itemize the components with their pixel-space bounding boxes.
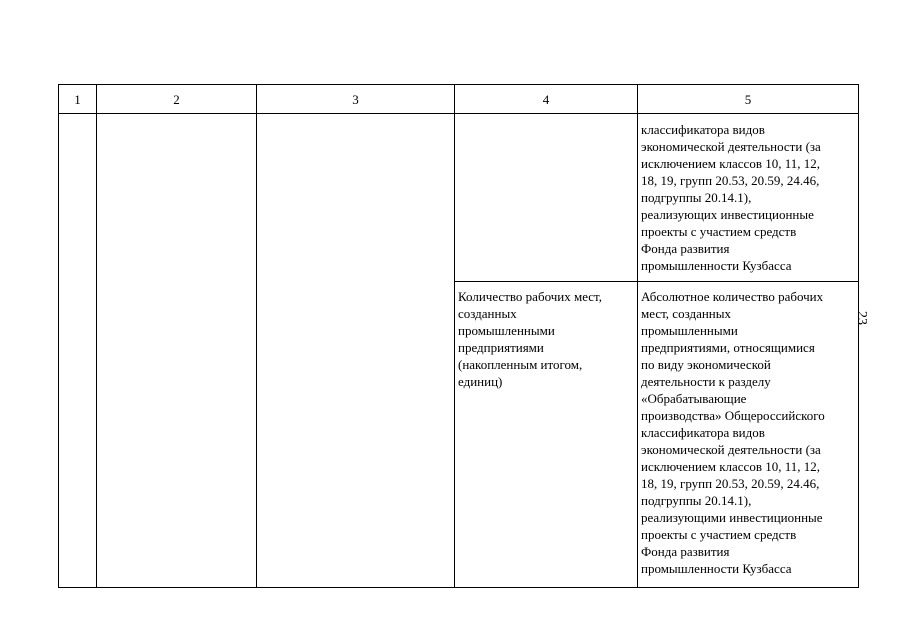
table-cell-col2 xyxy=(97,114,257,588)
column-header-2: 2 xyxy=(97,85,257,114)
document-table xyxy=(58,84,859,588)
cell-text: Количество рабочих мест, созданных промышленными предприятиями (накопленным итогом, единиц) xyxy=(458,289,603,389)
table-cell-col4 xyxy=(455,282,638,588)
cell-text xyxy=(257,114,454,122)
cell-text: классификатора видов экономической деятельности (за исключением классов 10, 11, 12, 18, 19, групп 20.53, 20.59, 24.46, подгруппы 20.14.1), реализующих инвестиционные проекты с участием средств Фонда развития промышленности Кузбасса xyxy=(641,122,821,273)
table-cell-col1 xyxy=(59,114,97,588)
column-header-4: 4 xyxy=(455,85,638,114)
column-header-5: 5 xyxy=(638,85,859,114)
header-row xyxy=(59,85,859,114)
page-number: 23 xyxy=(854,311,869,325)
table-cell-col4 xyxy=(455,114,638,282)
column-header-1: 1 xyxy=(59,85,97,114)
cell-text: Абсолютное количество рабочих мест, созданных промышленными предприятиями, относящимися по виду экономической деятельности к разделу «Обрабатывающие производства» Общероссийского классификатора видов экономической деятельности (за исключением классов 10, 11, 12, 18, 19, групп 20.53, 20.59, 24.46, подгруппы 20.14.1), реализующими инвестиционные проекты с участием средств Фонда развития промышленности Кузбасса xyxy=(641,289,825,576)
table-row xyxy=(59,114,859,282)
cell-text xyxy=(97,114,256,122)
table-cell-col5 xyxy=(638,282,859,588)
table-cell-col3 xyxy=(257,114,455,588)
column-header-3: 3 xyxy=(257,85,455,114)
cell-text xyxy=(455,114,637,122)
cell-text xyxy=(59,114,96,122)
table-cell-col5 xyxy=(638,114,859,282)
